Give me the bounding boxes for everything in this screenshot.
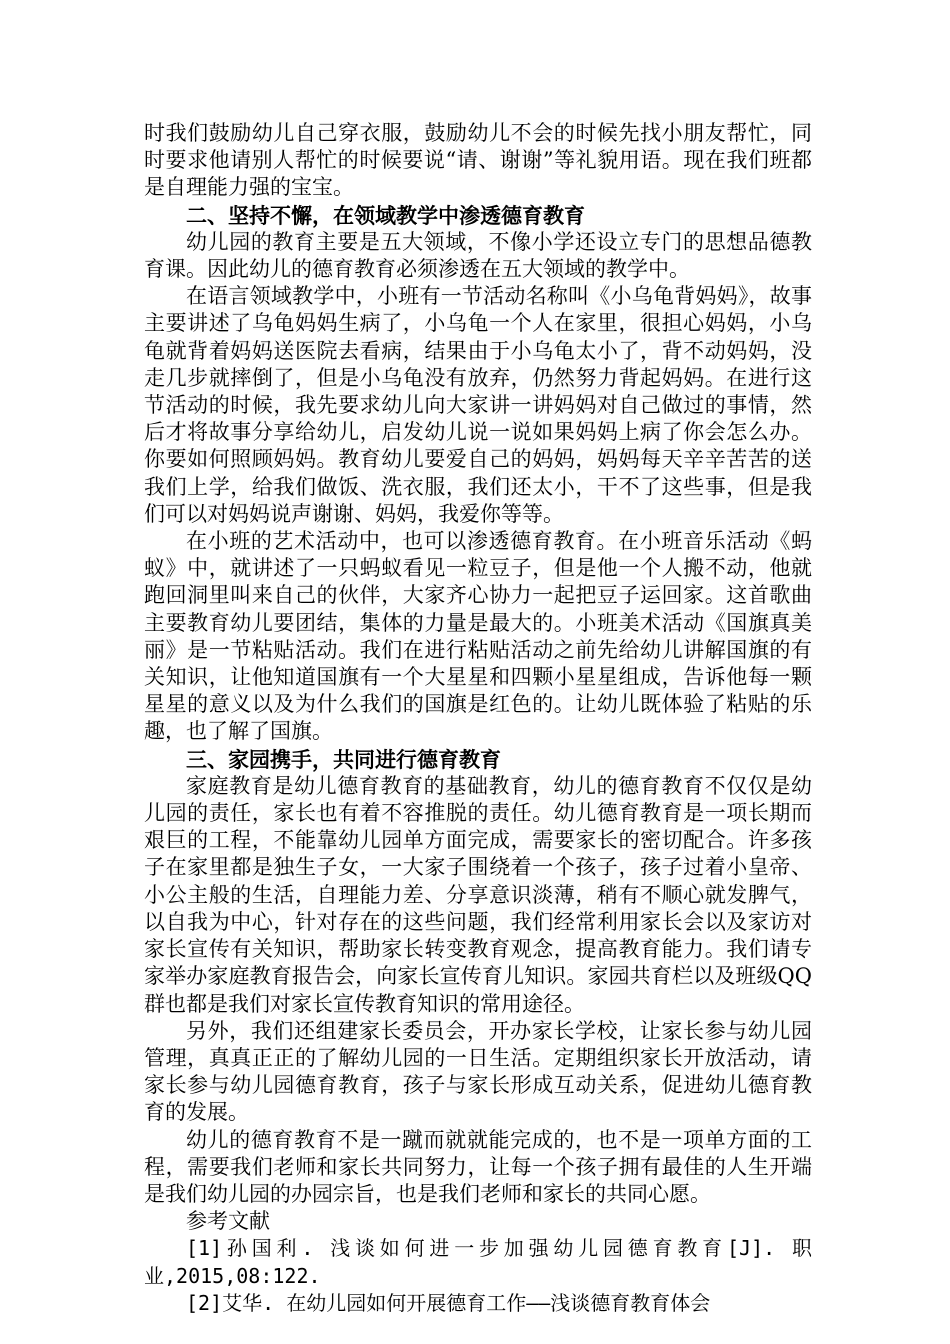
continuation-paragraph: 时我们鼓励幼儿自己穿衣服，鼓励幼儿不会的时候先找小朋友帮忙，同时要求他请别人帮忙的时候要说“请、谢谢”等礼貌用语。现在我们班都是自理能力强的宝宝。 (144, 121, 812, 200)
section-heading: 二、坚持不懈，在领域教学中渗透德育教育 (186, 202, 585, 228)
document-page (144, 120, 812, 1317)
reference-item: [1]孙国利. 浅谈如何进一步加强幼儿园德育教育[J]. 职业,2015,08:122. (144, 1236, 812, 1288)
body-paragraph: 幼儿园的教育主要是五大领域，不像小学还设立专门的思想品德教育课。因此幼儿的德育教育必须渗透在五大领域的教学中。 (144, 229, 812, 282)
section-heading: 三、家园携手，共同进行德育教育 (186, 746, 501, 772)
body-paragraph: 在语言领域教学中，小班有一节活动名称叫《小乌龟背妈妈》，故事主要讲述了乌龟妈妈生病了，小乌龟一个人在家里，很担心妈妈，小乌龟就背着妈妈送医院去看病，结果由于小乌龟太小了，背不动妈妈，没走几步就摔倒了，但是小乌龟没有放弃，仍然努力背起妈妈。在进行这节活动的时候，我先要求幼儿向大家讲一讲妈妈对自己做过的事情，然后才将故事分享给幼儿，启发幼儿说一说如果妈妈上病了你会怎么办。你要如何照顾妈妈。教育幼儿要爱自己的妈妈，妈妈每天辛辛苦苦的送我们上学，给我们做饭、洗衣服，我们还太小，干不了这些事，但是我们可以对妈妈说声谢谢、妈妈，我爱你等等。 (144, 284, 812, 526)
body-paragraph: 家庭教育是幼儿德育教育的基础教育，幼儿的德育教育不仅仅是幼儿园的责任，家长也有着不容推脱的责任。幼儿德育教育是一项长期而艰巨的工程，不能靠幼儿园单方面完成，需要家长的密切配合。许多孩子在家里都是独生子女，一大家子围绕着一个孩子，孩子过着小皇帝、小公主般的生活，自理能力差、分享意识淡薄，稍有不顺心就发脾气，以自我为中心，针对存在的这些问题，我们经常利用家长会以及家访对家长宣传有关知识，帮助家长转变教育观念，提高教育能力。我们请专家举办家庭教育报告会，向家长宣传育儿知识。家园共育栏以及班级QQ群也都是我们对家长宣传教育知识的常用途径。 (144, 773, 812, 1016)
body-paragraph: 在小班的艺术活动中，也可以渗透德育教育。在小班音乐活动《蚂蚁》中，就讲述了一只蚂蚁看见一粒豆子，但是他一个人搬不动，他就跑回洞里叫来自己的伙伴，大家齐心协力一起把豆子运回家。这首歌曲主要教育幼儿要团结，集体的力量是最大的。小班美术活动《国旗真美丽》是一节粘贴活动。我们在进行粘贴活动之前先给幼儿讲解国旗的有关知识，让他知道国旗有一个大星星和四颗小星星组成，告诉他每一颗星星的意义以及为什么我们的国旗是红色的。让幼儿既体验了粘贴的乐趣，也了解了国旗。 (144, 529, 812, 744)
body-paragraph: 另外，我们还组建家长委员会，开办家长学校，让家长参与幼儿园管理，真真正正的了解幼儿园的一日生活。定期组织家长开放活动，请家长参与幼儿园德育教育，孩子与家长形成互动关系，促进幼儿德育教育的发展。 (144, 1018, 812, 1125)
references-title: 参考文献 (186, 1209, 270, 1234)
reference-item: [2]艾华. 在幼儿园如何开展德育工作——浅谈德育教育体会 (186, 1290, 711, 1315)
body-paragraph: 幼儿的德育教育不是一蹴而就就能完成的，也不是一项单方面的工程，需要我们老师和家长共同努力，让每一个孩子拥有最佳的人生开端是我们幼儿园的办园宗旨，也是我们老师和家长的共同心愿。 (144, 1127, 812, 1206)
